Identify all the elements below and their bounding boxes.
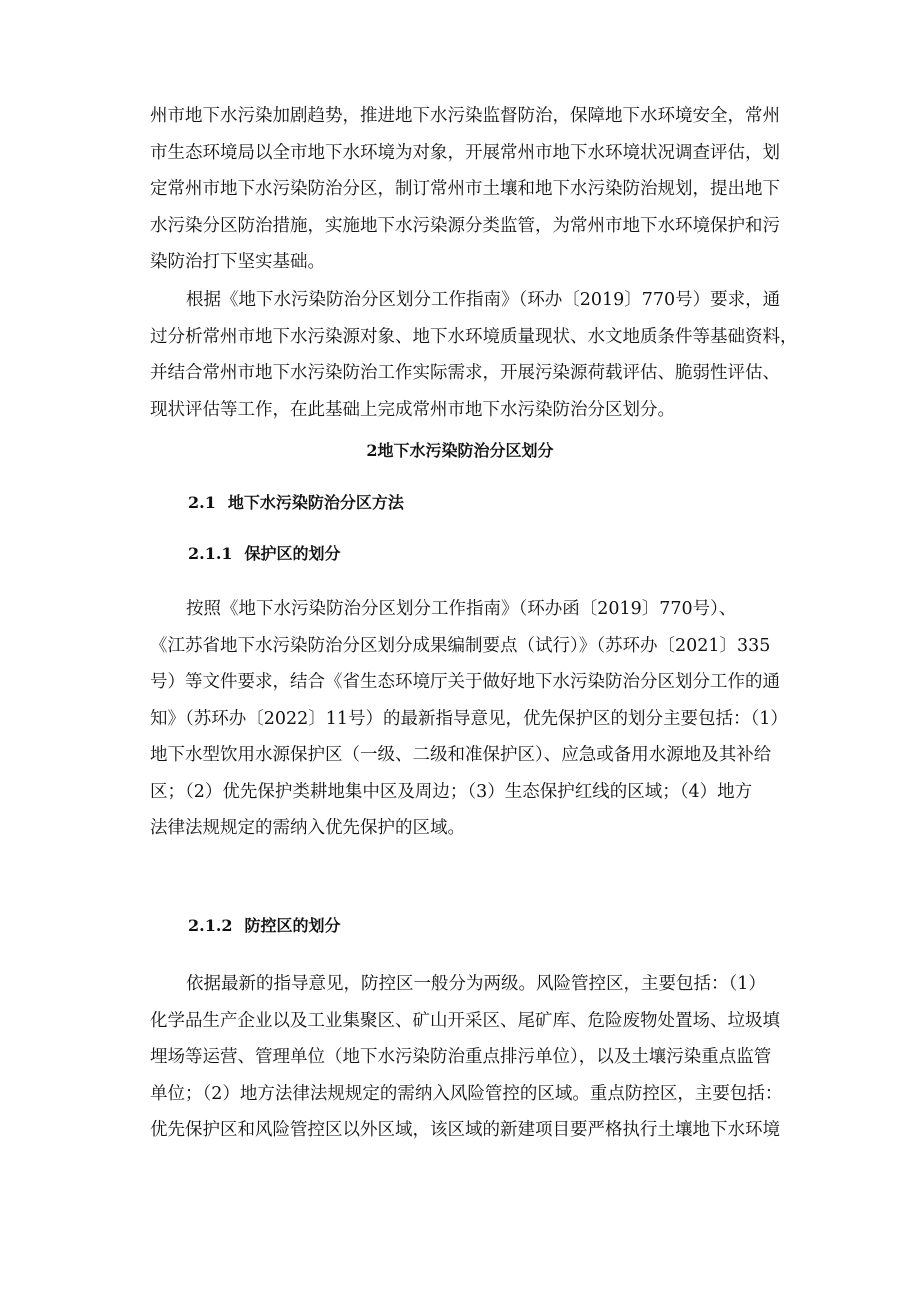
text-line: 并结合常州市地下水污染防治工作实际需求，开展污染源荷载评估、脆弱性评估、 [150, 363, 780, 383]
subsection-heading [188, 490, 404, 513]
text-line: 地下水型饮用水源保护区（一级、二级和准保护区）、应急或备用水源地及其补给 [150, 745, 772, 765]
text-line: 根据《地下水污染防治分区划分工作指南》（环办〔2019〕770号）要求，通 [186, 290, 781, 310]
text-line: 埋场等运营、管理单位（地下水污染防治重点排污单位），以及土壤污染重点监管 [150, 1047, 772, 1067]
text-line: 知》（苏环办〔2022〕11号）的最新指导意见，优先保护区的划分主要包括：（1） [150, 708, 788, 729]
heading-number: 2.1.1 [188, 544, 233, 563]
text-line: 区；（2）优先保护类耕地集中区及周边；（3）生态保护红线的区域；（4）地方 [150, 781, 753, 802]
heading-number: 2.1 [188, 493, 216, 512]
text-line: 《江苏省地下水污染防治分区划分成果编制要点（试行）》（苏环办〔2021〕335 [150, 635, 771, 656]
heading-number: 2.1.2 [188, 916, 233, 935]
paragraph-protection-zone [150, 591, 788, 847]
text-line: 州市地下水污染加剧趋势，推进地下水污染监督防治，保障地下水环境安全，常州 [150, 106, 780, 126]
text-line: 号）等文件要求，结合《省生态环境厅关于做好地下水污染防治分区划分工作的通 [150, 672, 780, 692]
text-line: 单位；（2）地方法律法规规定的需纳入风险管控的区域。重点防控区，主要包括： [150, 1083, 783, 1104]
text-line: 市生态环境局以全市地下水环境为对象，开展常州市地下水环境状况调查评估，划 [150, 142, 780, 163]
paragraph-background [150, 98, 780, 281]
heading-text: 地下水污染防治分区方法 [227, 493, 404, 512]
text-line: 依据最新的指导意见，防控区一般分为两级。风险管控区，主要包括：（1） [186, 974, 766, 994]
heading-text: 防控区的划分 [244, 916, 341, 935]
text-line: 水污染分区防治措施，实施地下水污染源分类监管，为常州市地下水环境保护和污 [150, 215, 780, 236]
text-line: 现状评估等工作，在此基础上完成常州市地下水污染防治分区划分。 [150, 399, 675, 420]
text-line: 化学品生产企业以及工业集聚区、矿山开采区、尾矿库、危险废物处置场、垃圾填 [150, 1010, 780, 1031]
subsubsection-heading [188, 541, 341, 564]
subsubsection-heading [188, 913, 341, 936]
heading-text: 保护区的划分 [244, 544, 341, 563]
paragraph-basis [150, 282, 798, 428]
text-line: 法律法规规定的需纳入优先保护的区域。 [150, 818, 465, 838]
text-line: 优先保护区和风险管控区以外区域，该区域的新建项目要严格执行土壤地下水环境 [150, 1120, 780, 1140]
text-line: 过分析常州市地下水污染源对象、地下水环境质量现状、水文地质条件等基础资料， [150, 326, 798, 347]
text-line: 定常州市地下水污染防治分区，制订常州市土壤和地下水污染防治规划，提出地下 [150, 179, 780, 199]
text-line: 按照《地下水污染防治分区划分工作指南》（环办函〔2019〕770号）、 [186, 599, 737, 619]
paragraph-control-zone [150, 966, 783, 1149]
text-line: 染防治打下坚实基础。 [150, 252, 325, 272]
section-heading: 2地下水污染防治分区划分 [366, 441, 554, 460]
